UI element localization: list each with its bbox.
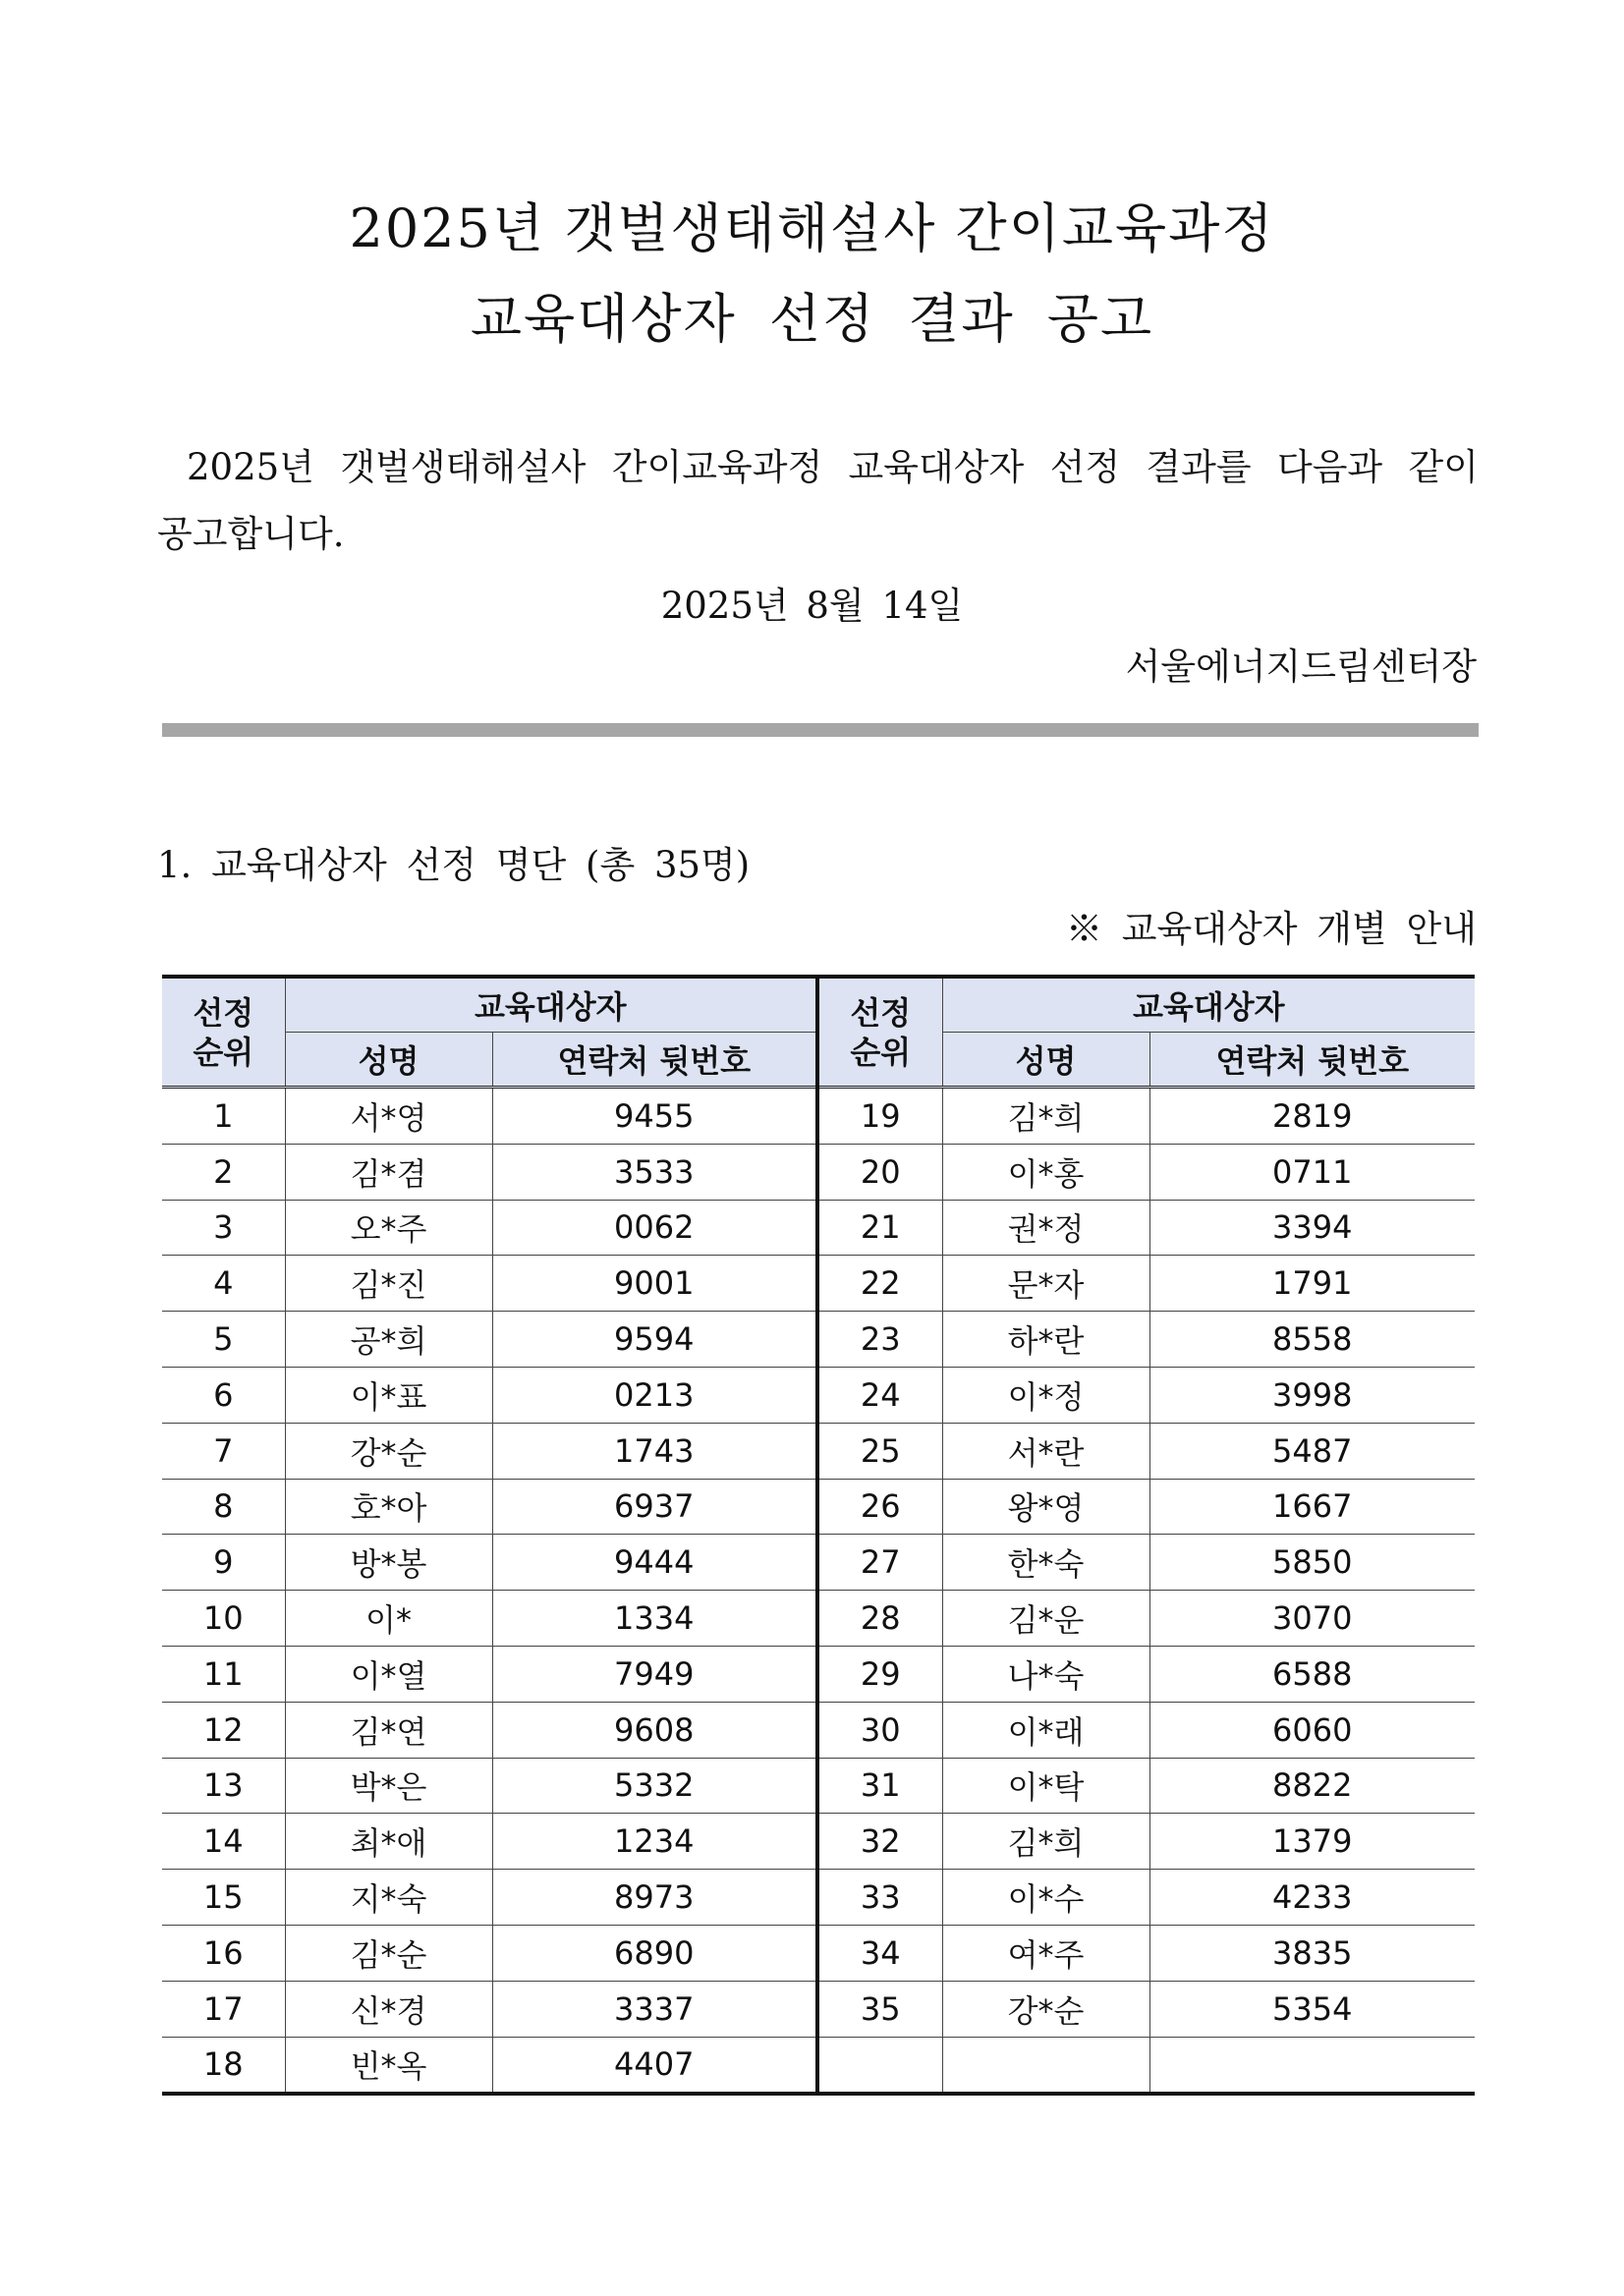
table-row — [162, 1870, 1475, 1926]
right-contact-cell: 8558 — [1149, 1312, 1475, 1368]
section-divider — [162, 723, 1479, 737]
right-rank-cell: 35 — [817, 1981, 942, 2037]
right-rank-cell: 25 — [817, 1423, 942, 1479]
left-name-cell: 서*영 — [285, 1088, 492, 1145]
left-contact-cell: 1334 — [492, 1591, 817, 1647]
left-rank-cell: 15 — [162, 1870, 285, 1926]
group-header-left: 교육대상자 — [285, 977, 817, 1033]
left-contact-cell: 9608 — [492, 1702, 817, 1758]
table-row — [162, 1423, 1475, 1479]
left-name-cell: 강*순 — [285, 1423, 492, 1479]
table-row — [162, 1367, 1475, 1423]
right-name-cell: 이*정 — [942, 1367, 1149, 1423]
right-rank-cell: 23 — [817, 1312, 942, 1368]
right-rank-cell — [817, 2037, 942, 2094]
left-name-cell: 지*숙 — [285, 1870, 492, 1926]
right-contact-cell: 2819 — [1149, 1088, 1475, 1145]
right-name-cell: 김*운 — [942, 1591, 1149, 1647]
table-row — [162, 1591, 1475, 1647]
right-name-cell: 하*란 — [942, 1312, 1149, 1368]
left-name-cell: 김*겸 — [285, 1144, 492, 1200]
right-name-cell: 이*래 — [942, 1702, 1149, 1758]
left-contact-cell: 1234 — [492, 1814, 817, 1870]
right-rank-cell: 19 — [817, 1088, 942, 1145]
left-rank-cell: 7 — [162, 1423, 285, 1479]
left-name-cell: 김*순 — [285, 1925, 492, 1981]
left-rank-cell: 14 — [162, 1814, 285, 1870]
left-name-cell: 공*희 — [285, 1312, 492, 1368]
right-name-cell: 문*자 — [942, 1256, 1149, 1312]
right-contact-cell — [1149, 2037, 1475, 2094]
contact-header-right: 연락처 뒷번호 — [1149, 1033, 1475, 1088]
page-title-line1: 2025년 갯벌생태해설사 간이교육과정 — [349, 197, 1275, 259]
table-row — [162, 1479, 1475, 1535]
right-contact-cell: 5850 — [1149, 1535, 1475, 1591]
table-row — [162, 1535, 1475, 1591]
left-name-cell: 박*은 — [285, 1758, 492, 1814]
section-heading: 1. 교육대상자 선정 명단 (총 35명) — [157, 844, 751, 886]
right-rank-cell: 22 — [817, 1256, 942, 1312]
intro-paragraph: 2025년 갯벌생태해설사 간이교육과정 교육대상자 선정 결과를 다음과 같이 공고합니다. — [157, 446, 1479, 555]
table-row — [162, 1702, 1475, 1758]
left-contact-cell: 7949 — [492, 1646, 817, 1702]
right-contact-cell: 6588 — [1149, 1646, 1475, 1702]
left-rank-cell: 12 — [162, 1702, 285, 1758]
left-name-cell: 호*아 — [285, 1479, 492, 1535]
table-row — [162, 1200, 1475, 1256]
right-name-cell: 이*탁 — [942, 1758, 1149, 1814]
left-rank-cell: 3 — [162, 1200, 285, 1256]
left-name-cell: 신*경 — [285, 1981, 492, 2037]
right-rank-cell: 34 — [817, 1925, 942, 1981]
left-contact-cell: 9455 — [492, 1088, 817, 1145]
right-contact-cell: 8822 — [1149, 1758, 1475, 1814]
left-contact-cell: 6937 — [492, 1479, 817, 1535]
right-name-cell: 나*숙 — [942, 1646, 1149, 1702]
right-rank-cell: 27 — [817, 1535, 942, 1591]
right-rank-cell: 30 — [817, 1702, 942, 1758]
left-contact-cell: 3337 — [492, 1981, 817, 2037]
right-name-cell: 왕*영 — [942, 1479, 1149, 1535]
right-contact-cell: 1791 — [1149, 1256, 1475, 1312]
left-rank-cell: 17 — [162, 1981, 285, 2037]
right-rank-cell: 24 — [817, 1367, 942, 1423]
right-name-cell: 김*희 — [942, 1088, 1149, 1145]
right-name-cell: 강*순 — [942, 1981, 1149, 2037]
issuer-name: 서울에너지드림센터장 — [1125, 645, 1477, 688]
right-rank-cell: 21 — [817, 1200, 942, 1256]
right-name-cell: 한*숙 — [942, 1535, 1149, 1591]
left-rank-cell: 4 — [162, 1256, 285, 1312]
left-contact-cell: 6890 — [492, 1925, 817, 1981]
table-row — [162, 2037, 1475, 2094]
left-name-cell: 빈*옥 — [285, 2037, 492, 2094]
table-row — [162, 1312, 1475, 1368]
right-rank-cell: 26 — [817, 1479, 942, 1535]
table-row — [162, 1814, 1475, 1870]
rank-header-right: 선정 순위 — [817, 977, 942, 1088]
right-name-cell: 김*희 — [942, 1814, 1149, 1870]
table-row — [162, 1981, 1475, 2037]
left-rank-cell: 1 — [162, 1088, 285, 1145]
left-rank-cell: 18 — [162, 2037, 285, 2094]
table-row — [162, 1925, 1475, 1981]
left-rank-cell: 13 — [162, 1758, 285, 1814]
left-rank-cell: 5 — [162, 1312, 285, 1368]
right-contact-cell: 1379 — [1149, 1814, 1475, 1870]
name-header-right: 성명 — [942, 1033, 1149, 1088]
table-row — [162, 1144, 1475, 1200]
group-header-right: 교육대상자 — [942, 977, 1475, 1033]
left-rank-cell: 16 — [162, 1925, 285, 1981]
right-name-cell: 여*주 — [942, 1925, 1149, 1981]
name-header-left: 성명 — [285, 1033, 492, 1088]
right-rank-cell: 28 — [817, 1591, 942, 1647]
left-contact-cell: 1743 — [492, 1423, 817, 1479]
right-contact-cell: 1667 — [1149, 1479, 1475, 1535]
left-contact-cell: 5332 — [492, 1758, 817, 1814]
right-rank-cell: 20 — [817, 1144, 942, 1200]
table-row — [162, 1088, 1475, 1145]
left-contact-cell: 3533 — [492, 1144, 817, 1200]
right-name-cell: 이*수 — [942, 1870, 1149, 1926]
left-rank-cell: 2 — [162, 1144, 285, 1200]
right-contact-cell: 3998 — [1149, 1367, 1475, 1423]
left-contact-cell: 0213 — [492, 1367, 817, 1423]
left-contact-cell: 9001 — [492, 1256, 817, 1312]
left-contact-cell: 9444 — [492, 1535, 817, 1591]
left-contact-cell: 4407 — [492, 2037, 817, 2094]
left-rank-cell: 6 — [162, 1367, 285, 1423]
left-contact-cell: 9594 — [492, 1312, 817, 1368]
right-name-cell — [942, 2037, 1149, 2094]
right-contact-cell: 4233 — [1149, 1870, 1475, 1926]
selection-roster-table — [162, 975, 1475, 2096]
table-row — [162, 1758, 1475, 1814]
left-name-cell: 김*진 — [285, 1256, 492, 1312]
right-rank-cell: 32 — [817, 1814, 942, 1870]
left-rank-cell: 9 — [162, 1535, 285, 1591]
left-rank-cell: 10 — [162, 1591, 285, 1647]
left-name-cell: 이*열 — [285, 1646, 492, 1702]
left-name-cell: 오*주 — [285, 1200, 492, 1256]
left-contact-cell: 8973 — [492, 1870, 817, 1926]
left-rank-cell: 8 — [162, 1479, 285, 1535]
right-contact-cell: 5487 — [1149, 1423, 1475, 1479]
right-name-cell: 권*정 — [942, 1200, 1149, 1256]
left-name-cell: 이*표 — [285, 1367, 492, 1423]
roster-body — [162, 1088, 1475, 2095]
left-contact-cell: 0062 — [492, 1200, 817, 1256]
left-name-cell: 이* — [285, 1591, 492, 1647]
right-rank-cell: 33 — [817, 1870, 942, 1926]
left-name-cell: 최*애 — [285, 1814, 492, 1870]
right-contact-cell: 3070 — [1149, 1591, 1475, 1647]
left-rank-cell: 11 — [162, 1646, 285, 1702]
right-contact-cell: 5354 — [1149, 1981, 1475, 2037]
right-rank-cell: 31 — [817, 1758, 942, 1814]
rank-header-left: 선정 순위 — [162, 977, 285, 1088]
left-name-cell: 김*연 — [285, 1702, 492, 1758]
table-row — [162, 1646, 1475, 1702]
right-contact-cell: 0711 — [1149, 1144, 1475, 1200]
contact-header-left: 연락처 뒷번호 — [492, 1033, 817, 1088]
announcement-date: 2025년 8월 14일 — [660, 585, 964, 627]
left-name-cell: 방*봉 — [285, 1535, 492, 1591]
right-rank-cell: 29 — [817, 1646, 942, 1702]
table-row — [162, 1256, 1475, 1312]
right-contact-cell: 6060 — [1149, 1702, 1475, 1758]
right-name-cell: 이*홍 — [942, 1144, 1149, 1200]
right-name-cell: 서*란 — [942, 1423, 1149, 1479]
right-contact-cell: 3394 — [1149, 1200, 1475, 1256]
notice-text: ※ 교육대상자 개별 안내 — [1066, 908, 1477, 950]
right-contact-cell: 3835 — [1149, 1925, 1475, 1981]
page-title-line2: 교육대상자 선정 결과 공고 — [470, 288, 1154, 350]
